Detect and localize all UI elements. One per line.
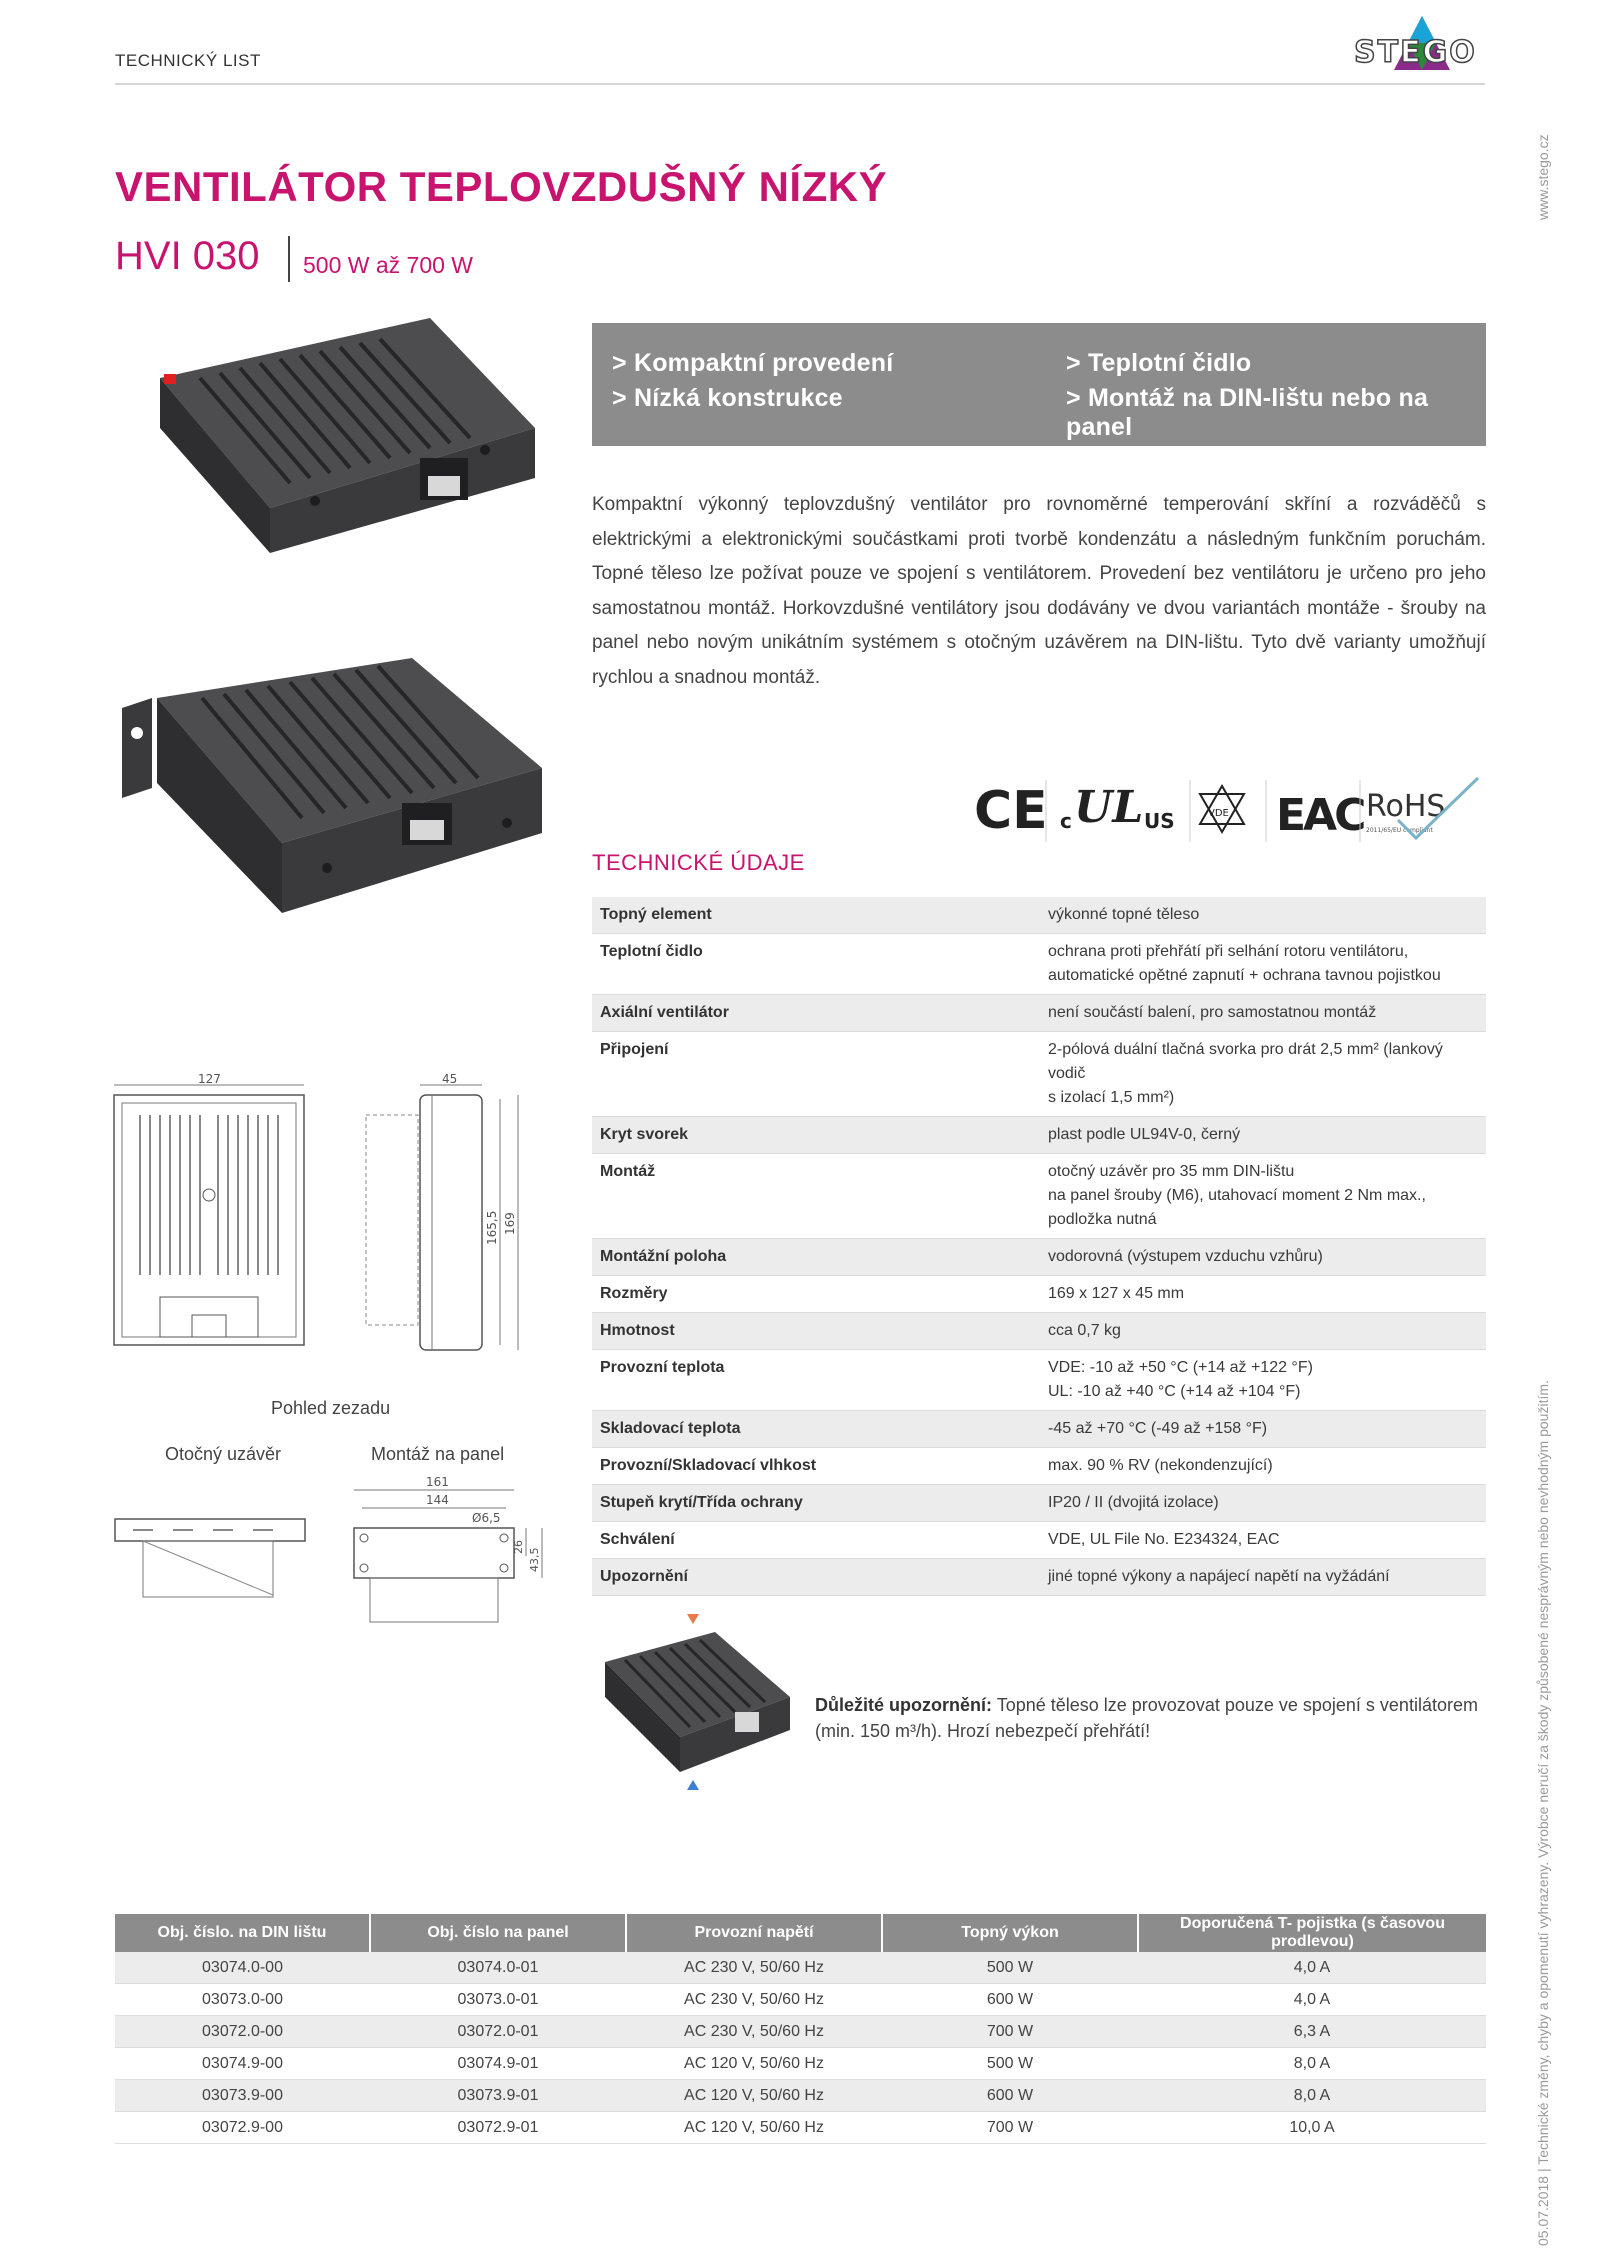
eac-mark: EAC <box>1276 790 1364 841</box>
warning-product-photo <box>595 1612 795 1802</box>
spec-label: Stupeň krytí/Třída ochrany <box>592 1485 1040 1522</box>
rohs-mark: RoHS <box>1366 789 1446 824</box>
table-row <box>115 1984 1486 2016</box>
table-row <box>592 1276 1486 1313</box>
table-row <box>592 1411 1486 1448</box>
model-number: HVI 030 <box>115 234 260 278</box>
ul-us-mark: US <box>1144 809 1175 833</box>
spec-label: Teplotní čidlo <box>592 934 1040 995</box>
spec-value: IP20 / II (dvojitá izolace) <box>1040 1485 1486 1522</box>
spec-label: Montážní poloha <box>592 1239 1040 1276</box>
table-row <box>592 1485 1486 1522</box>
order-cell: 03074.0-01 <box>370 1952 626 1984</box>
page-title: VENTILÁTOR TEPLOVZDUŠNÝ NÍZKÝ <box>115 163 888 210</box>
table-row <box>592 1032 1486 1117</box>
table-row <box>115 2112 1486 2144</box>
order-header: Obj. číslo na panel <box>370 1914 626 1952</box>
spec-value: vodorovná (výstupem vzduchu vzhůru) <box>1040 1239 1486 1276</box>
table-row <box>592 1448 1486 1485</box>
website-url: www.stego.cz <box>1535 134 1551 220</box>
rohs-subtitle: 2011/65/EU compliant <box>1366 827 1433 834</box>
spec-label: Montáž <box>592 1154 1040 1239</box>
order-cell: AC 120 V, 50/60 Hz <box>626 2112 882 2144</box>
warning-label: Důležité upozornění: <box>815 1695 992 1715</box>
spec-value: VDE: -10 až +50 °C (+14 až +122 °F) UL: -10 až +40 °C (+14 až +104 °F) <box>1040 1350 1486 1411</box>
table-row <box>115 1952 1486 1984</box>
spec-label: Axiální ventilátor <box>592 995 1040 1032</box>
dim-144: 144 <box>426 1493 449 1507</box>
order-header: Topný výkon <box>882 1914 1138 1952</box>
order-cell: 03074.0-00 <box>115 1952 370 1984</box>
order-cell: 500 W <box>882 1952 1138 1984</box>
table-row <box>592 1559 1486 1596</box>
document-type-label: TECHNICKÝ LIST <box>115 51 261 70</box>
spec-value: 2-pólová duální tlačná svorka pro drát 2,5 mm² (lankový vodič s izolací 1,5 mm²) <box>1040 1032 1486 1117</box>
feature-item: > Nízká konstrukce <box>612 384 843 412</box>
dim-6-5: Ø6,5 <box>472 1511 501 1525</box>
spec-value: plast podle UL94V-0, černý <box>1040 1117 1486 1154</box>
table-row <box>592 1154 1486 1239</box>
order-cell: 600 W <box>882 2080 1138 2112</box>
order-cell: AC 230 V, 50/60 Hz <box>626 2016 882 2048</box>
spec-label: Provozní teplota <box>592 1350 1040 1411</box>
order-cell: 03073.0-00 <box>115 1984 370 2016</box>
table-row <box>592 897 1486 934</box>
spec-value: 169 x 127 x 45 mm <box>1040 1276 1486 1313</box>
order-cell: AC 230 V, 50/60 Hz <box>626 1952 882 1984</box>
panel-mount-drawing <box>346 1476 556 1626</box>
order-table <box>115 1914 1486 2144</box>
spec-label: Upozornění <box>592 1559 1040 1596</box>
dim-127: 127 <box>198 1072 221 1086</box>
order-cell: 500 W <box>882 2048 1138 2080</box>
table-row <box>592 934 1486 995</box>
power-range: 500 W až 700 W <box>303 252 474 278</box>
spec-value: není součástí balení, pro samostatnou montáž <box>1040 995 1486 1032</box>
table-row <box>115 2048 1486 2080</box>
table-row <box>592 1350 1486 1411</box>
product-description: Kompaktní výkonný teplovzdušný ventilátor pro rovnoměrné temperování skříní a rozváděčů s elektrickými a elektronickými součástkami proti tvorbě kondenzátu a následným funkčním poruchám. Topné těleso lze požívat pouze ve spojení s ventilátorem. Provedení bez ventilátoru je určeno pro jeho samostatnou montáž. Horkovzdušné ventilátory jsou dodávány ve dvou variantách montáže - šrouby na panel nebo novým unikátním systémem s otočným uzávěrem na DIN-lištu. Tyto dvě varianty umožňují rychlou a snadnou montáž. <box>592 494 1486 688</box>
order-header: Obj. číslo. na DIN lištu <box>115 1914 370 1952</box>
spec-label: Provozní/Skladovací vlhkost <box>592 1448 1040 1485</box>
warning-text-2: (min. 150 m³/h). Hrozí nebezpečí přehřátí! <box>815 1721 1151 1741</box>
tech-data-table <box>592 897 1486 1596</box>
caption-rear-view: Pohled zezadu <box>271 1398 391 1418</box>
order-cell: AC 230 V, 50/60 Hz <box>626 1984 882 2016</box>
table-row <box>592 1117 1486 1154</box>
vde-mark: VDE <box>1208 808 1229 819</box>
order-header: Provozní napětí <box>626 1914 882 1952</box>
spec-value: jiné topné výkony a napájecí napětí na vyžádání <box>1040 1559 1486 1596</box>
dim-169: 169 <box>503 1212 517 1235</box>
order-cell: 4,0 A <box>1138 1984 1486 2016</box>
order-cell: 8,0 A <box>1138 2048 1486 2080</box>
disclaimer: 05.07.2018 | Technické změny, chyby a opomenutí vyhrazeny. Výrobce neručí za škody způsobené nesprávným nebo nevhodným použitím. <box>1535 1380 1551 2246</box>
dim-161: 161 <box>426 1475 449 1489</box>
spec-label: Kryt svorek <box>592 1117 1040 1154</box>
order-cell: 03073.9-00 <box>115 2080 370 2112</box>
stego-logo-text: STEGO <box>1552 214 1556 215</box>
order-cell: AC 120 V, 50/60 Hz <box>626 2080 882 2112</box>
spec-label: Topný element <box>592 897 1040 934</box>
spec-label: Skladovací teplota <box>592 1411 1040 1448</box>
spec-label: Rozměry <box>592 1276 1040 1313</box>
caption-din-mount: Otočný uzávěr <box>165 1444 282 1464</box>
order-cell: 700 W <box>882 2112 1138 2144</box>
order-cell: 700 W <box>882 2016 1138 2048</box>
table-row <box>592 1522 1486 1559</box>
dim-43-5: 43,5 <box>528 1547 541 1572</box>
tech-data-heading: TECHNICKÉ ÚDAJE <box>592 850 805 875</box>
caption-panel-mount: Montáž na panel <box>371 1444 505 1464</box>
order-cell: 600 W <box>882 1984 1138 2016</box>
spec-value: otočný uzávěr pro 35 mm DIN-lištu na panel šrouby (M6), utahovací moment 2 Nm max., podložka nutná <box>1040 1154 1486 1239</box>
ce-mark: CE <box>974 781 1048 841</box>
spec-value: výkonné topné těleso <box>1040 897 1486 934</box>
din-rail-drawing <box>113 1505 308 1600</box>
order-cell: 03072.9-00 <box>115 2112 370 2144</box>
product-photo-din <box>140 318 540 568</box>
table-row <box>115 2080 1486 2112</box>
order-cell: 8,0 A <box>1138 2080 1486 2112</box>
spec-value: max. 90 % RV (nekondenzující) <box>1040 1448 1486 1485</box>
feature-item: > Teplotní čidlo <box>1066 349 1252 377</box>
order-cell: 03073.9-01 <box>370 2080 626 2112</box>
spec-value: -45 až +70 °C (-49 až +158 °F) <box>1040 1411 1486 1448</box>
header-divider <box>115 83 1485 85</box>
dim-45: 45 <box>442 1072 458 1086</box>
table-row <box>115 2016 1486 2048</box>
order-cell: 03072.0-01 <box>370 2016 626 2048</box>
order-cell: 03073.0-01 <box>370 1984 626 2016</box>
svg-text:STEGO: STEGO <box>1354 35 1477 70</box>
warning-text: Topné těleso lze provozovat pouze ve spojení s ventilátorem <box>996 1695 1478 1715</box>
model-separator <box>288 236 290 282</box>
table-row <box>592 1239 1486 1276</box>
feature-item: > Montáž na DIN-lištu nebo na panel <box>1066 384 1429 441</box>
dim-165-5: 165,5 <box>485 1210 499 1245</box>
feature-box <box>592 323 1486 446</box>
ul-mark: UL <box>1074 782 1144 833</box>
order-cell: 03074.9-01 <box>370 2048 626 2080</box>
spec-value: cca 0,7 kg <box>1040 1313 1486 1350</box>
product-photo-panel <box>112 658 552 928</box>
order-cell: 03074.9-00 <box>115 2048 370 2080</box>
table-row <box>592 1313 1486 1350</box>
front-view-drawing <box>110 1072 320 1350</box>
ul-c-mark: c <box>1060 809 1072 833</box>
order-cell: 10,0 A <box>1138 2112 1486 2144</box>
order-cell: 4,0 A <box>1138 1952 1486 1984</box>
spec-label: Připojení <box>592 1032 1040 1117</box>
table-row <box>592 995 1486 1032</box>
order-header-row <box>115 1914 1486 1952</box>
spec-value: ochrana proti přehřátí při selhání rotoru ventilátoru, automatické opětné zapnutí + ochrana tavnou pojistkou <box>1040 934 1486 995</box>
dim-26: 26 <box>512 1540 525 1554</box>
warning-note <box>815 1692 1485 1744</box>
spec-value: VDE, UL File No. E234324, EAC <box>1040 1522 1486 1559</box>
feature-item: > Kompaktní provedení <box>612 349 894 377</box>
spec-label: Hmotnost <box>592 1313 1040 1350</box>
order-cell: 03072.0-00 <box>115 2016 370 2048</box>
spec-label: Schválení <box>592 1522 1040 1559</box>
order-cell: 03072.9-01 <box>370 2112 626 2144</box>
order-cell: AC 120 V, 50/60 Hz <box>626 2048 882 2080</box>
order-header: Doporučená T- pojistka (s časovou prodlevou) <box>1138 1914 1486 1952</box>
order-cell: 6,3 A <box>1138 2016 1486 2048</box>
certification-logos <box>968 772 1486 846</box>
side-view-drawing <box>350 1072 540 1365</box>
